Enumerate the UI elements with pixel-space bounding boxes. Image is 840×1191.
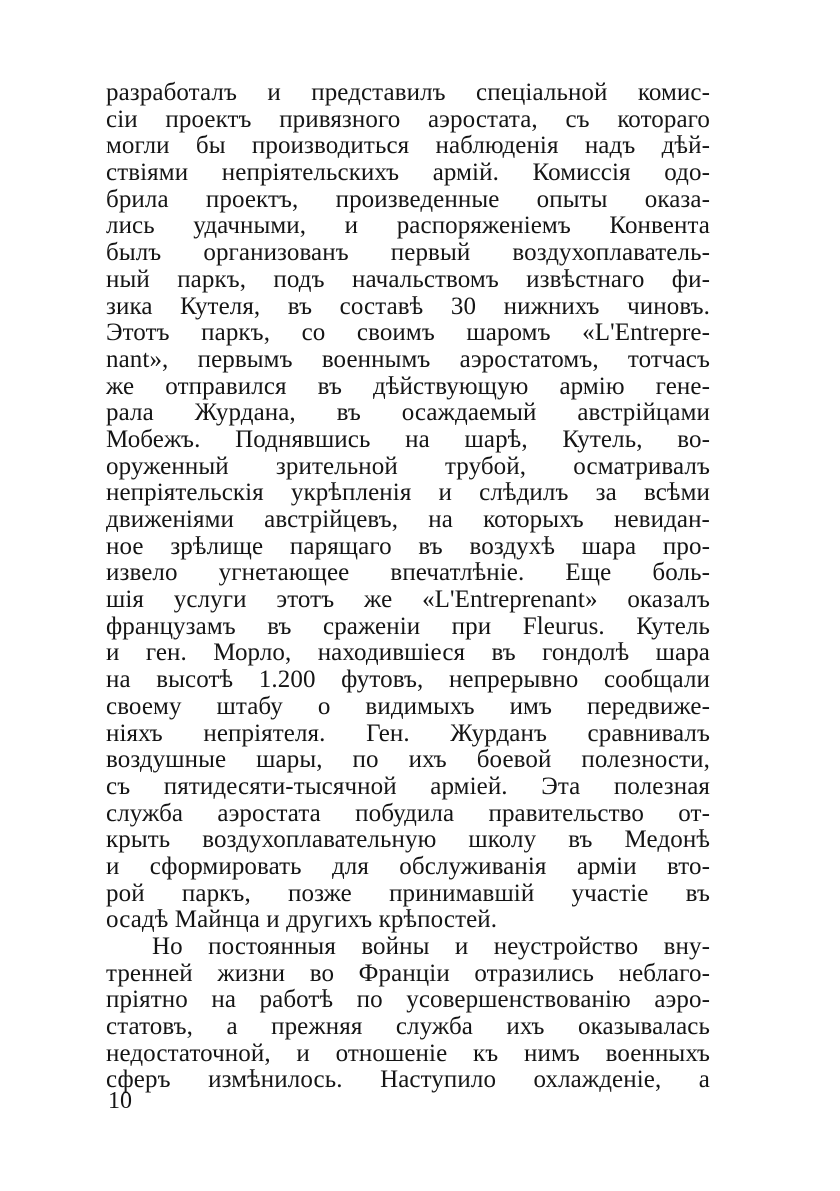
text-line: же отправился въ дѣйствующую армію гене- — [106, 372, 710, 400]
text-line: Мобежъ. Поднявшись на шарѣ, Кутель, во- — [106, 425, 710, 453]
text-line: ствіями непріятельскихъ армій. Комиссія одо- — [106, 159, 710, 187]
text-line: извело угнетающее впечатлѣніе. Еще боль- — [106, 559, 710, 587]
paragraph-start-line: Но постоянныя войны и неустройство вну- — [152, 933, 710, 960]
text-line: воздушные шары, по ихъ боевой полезности, — [106, 746, 710, 774]
text-line: ный паркъ, подъ начальствомъ извѣстнаго фи- — [106, 265, 710, 293]
text-line: своему штабу о видимыхъ имъ передвиже- — [106, 692, 710, 720]
text-line: движеніями австрійцевъ, на которыхъ невидан- — [106, 506, 710, 533]
text-line: оруженный зрительной трубой, осматривалъ — [106, 452, 710, 480]
page-number: 10 — [108, 1088, 132, 1114]
text-line: сіи проектъ привязного аэростата, съ котораго — [106, 105, 710, 133]
text-line: крыть воздухоплавательную школу въ Медонѣ — [106, 826, 710, 854]
text-line: сферъ измѣнилось. Наступило охлажденіе, а — [106, 1066, 710, 1094]
text-line: рой паркъ, позже принимавшій участіе въ — [106, 879, 710, 907]
text-line: статовъ, а прежняя служба ихъ оказывалась — [106, 1013, 710, 1041]
text-line: брила проектъ, произведенные опыты оказа- — [106, 185, 710, 213]
text-line: служба аэростата побудила правительство от- — [106, 799, 710, 827]
text-line: зика Кутеля, въ составѣ 30 нижнихъ чиновъ. — [106, 292, 710, 320]
text-line: nant», первымъ военнымъ аэростатомъ, тотчасъ — [106, 345, 710, 373]
text-line: разработалъ и представилъ спеціальной комис- — [106, 79, 710, 106]
text-line: на высотѣ 1.200 футовъ, непрерывно сообщали — [106, 666, 710, 694]
text-block — [106, 80, 710, 1094]
text-line: пріятно на работѣ по усовершенствованію аэро- — [106, 986, 710, 1014]
text-line: ное зрѣлище парящаго въ воздухѣ шара про- — [106, 532, 710, 560]
text-line: былъ организованъ первый воздухоплаватель- — [106, 239, 710, 267]
text-line: лись удачными, и распоряженіемъ Конвента — [106, 212, 710, 240]
text-line: и ген. Морло, находившіеся въ гондолѣ шара — [106, 639, 710, 667]
text-line: недостаточной, и отношеніе къ нимъ военныхъ — [106, 1039, 710, 1067]
text-line: осадѣ Майнца и другихъ крѣпостей. — [106, 906, 498, 934]
text-line: шія услуги этотъ же «L'Entreprenant» оказалъ — [106, 586, 710, 614]
text-line: могли бы производиться наблюденія надъ дѣй- — [106, 132, 710, 160]
text-line: французамъ въ сраженіи при Fleurus. Кутель — [106, 612, 710, 640]
text-line: непріятельскія укрѣпленія и слѣдилъ за всѣми — [106, 479, 710, 507]
text-line: Этотъ паркъ, со своимъ шаромъ «L'Entrepre- — [106, 319, 710, 347]
text-line: рала Журдана, въ осаждаемый австрійцами — [106, 399, 710, 427]
text-line: и сформировать для обслуживанія арміи вто- — [106, 852, 710, 880]
text-line: тренней жизни во Франціи отразились неблаго- — [106, 959, 710, 987]
text-line: ніяхъ непріятеля. Ген. Журданъ сравнивалъ — [106, 719, 710, 747]
text-line: съ пятидесяти-тысячной арміей. Эта полезная — [106, 772, 710, 800]
